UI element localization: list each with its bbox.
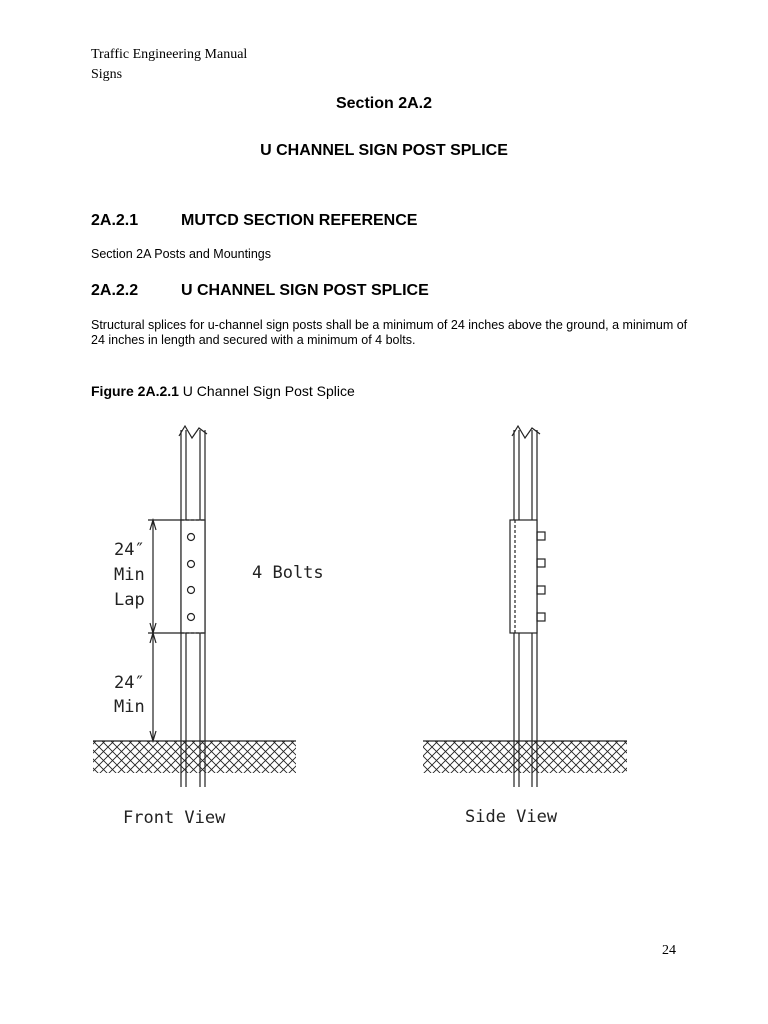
page-number: 24	[662, 943, 676, 958]
ground-hatch	[93, 741, 296, 773]
subsection-text-2: Structural splices for u-channel sign posts shall be a minimum of 24 inches above the ground, a minimum of 24 inches in length and secured with a minimum of 4 bolts.	[91, 318, 688, 347]
side-view-label: Side View	[465, 807, 558, 827]
lap-dim-line-2: Min	[114, 565, 145, 585]
subsection-title: MUTCD SECTION REFERENCE	[181, 212, 418, 229]
side-view-drawing	[423, 426, 627, 787]
ground-hatch	[423, 741, 627, 773]
subsection-text-1: Section 2A Posts and Mountings	[91, 247, 271, 261]
break-line	[512, 426, 540, 438]
bolt-head-icon	[537, 559, 545, 567]
front-view-label: Front View	[123, 808, 226, 828]
lap-dim-line-3: Lap	[114, 590, 145, 610]
section-subtitle: U CHANNEL SIGN POST SPLICE	[260, 142, 508, 159]
bolt-head-icon	[537, 613, 545, 621]
figure-label: Figure 2A.2.1	[91, 383, 179, 399]
figure-caption-text: U Channel Sign Post Splice	[178, 383, 355, 399]
bolt-head-icon	[537, 532, 545, 540]
header-manual-title: Traffic Engineering Manual	[91, 47, 248, 62]
bolts-label: 4 Bolts	[252, 563, 324, 583]
splice-plate	[181, 520, 205, 633]
header-chapter: Signs	[91, 67, 123, 82]
splice-plate-side	[510, 520, 537, 633]
lap-dim-line-1: 24″	[114, 540, 145, 560]
subsection-number: 2A.2.1	[91, 212, 139, 229]
subsection-title: U CHANNEL SIGN POST SPLICE	[181, 282, 429, 299]
bolt-head-icon	[537, 586, 545, 594]
subsection-number: 2A.2.2	[91, 282, 139, 299]
break-line	[179, 426, 207, 438]
ground-dim-line-2: Min	[114, 697, 145, 717]
ground-dim-line-1: 24″	[114, 673, 145, 693]
section-title: Section 2A.2	[335, 95, 433, 112]
